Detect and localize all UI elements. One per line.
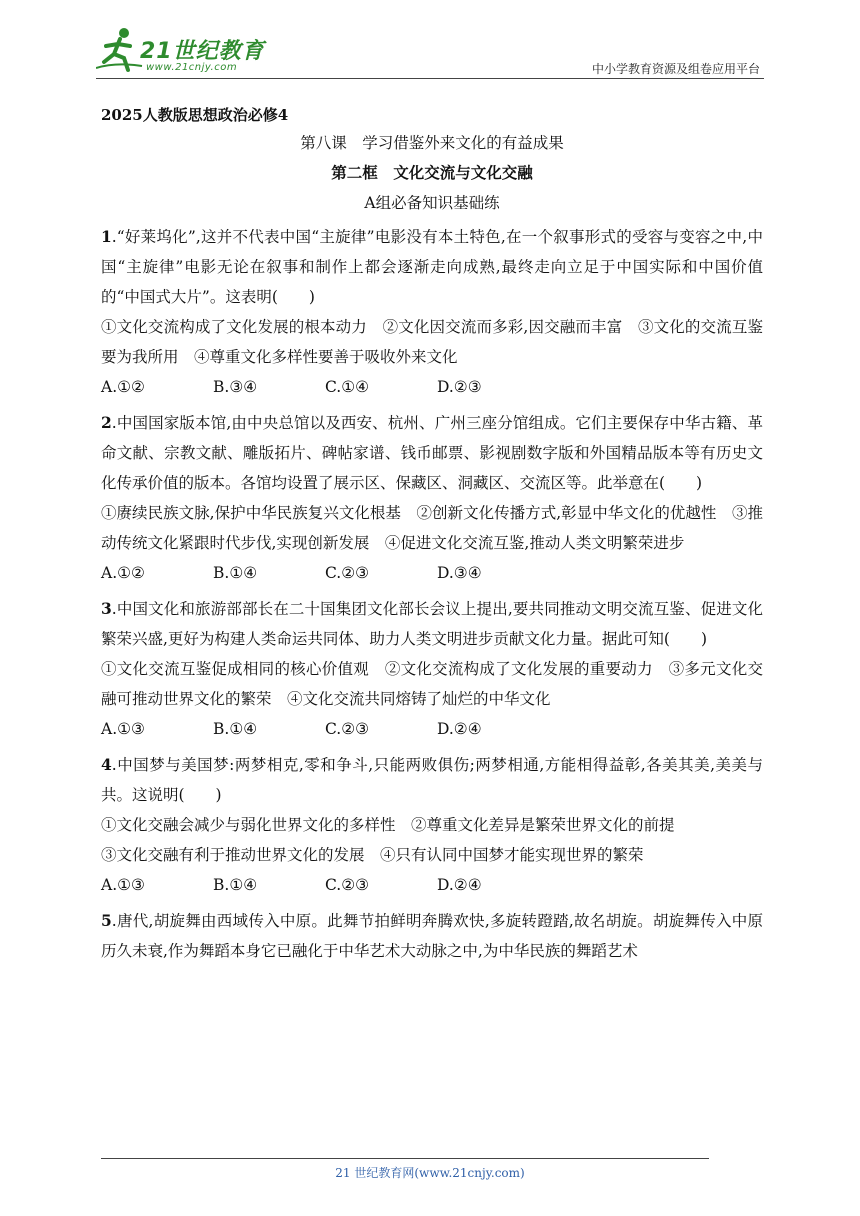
choice-a[interactable]: A.①②	[101, 378, 145, 396]
group-title: A组必备知识基础练	[364, 194, 500, 212]
question-number: 1	[101, 227, 112, 246]
footer-divider	[101, 1158, 709, 1159]
document-title: 2025人教版思想政治必修4	[101, 106, 289, 124]
choice-c[interactable]: C.②③	[325, 720, 370, 738]
question-stem	[101, 594, 763, 654]
question-text: .中国文化和旅游部部长在二十国集团文化部长会议上提出,要共同推动文明交流互鉴、促进文化繁荣兴盛,更好为构建人类命运共同体、助力人类文明进步贡献文化力量。据此可知( )	[101, 600, 763, 648]
question-text: .中国梦与美国梦:两梦相克,零和争斗,只能两败俱伤;两梦相通,方能相得益彰,各美其美,美美与共。这说明( )	[101, 756, 763, 804]
choice-a[interactable]: A.①③	[101, 876, 145, 894]
question-options: ①文化交流互鉴促成相同的核心价值观 ②文化交流构成了文化发展的重要动力 ③多元文化交融可推动世界文化的繁荣 ④文化交流共同熔铸了灿烂的中华文化	[101, 660, 763, 708]
choice-c[interactable]: C.②③	[325, 564, 370, 582]
question-stem	[101, 906, 763, 966]
question-4	[101, 750, 763, 900]
site-logo[interactable]	[96, 24, 266, 80]
choice-d[interactable]: D.③④	[437, 564, 482, 582]
answer-choices	[101, 870, 763, 900]
header-tagline: 中小学教育资源及组卷应用平台	[591, 62, 760, 76]
logo-url-text: www.21cnjy.com	[146, 62, 238, 73]
footer-link[interactable]: 21 世纪教育网(www.21cnjy.com)	[335, 1166, 525, 1180]
runner-logo-icon	[96, 24, 144, 74]
choice-d[interactable]: D.②③	[437, 378, 482, 396]
logo-brand-text: 21世纪教育	[140, 39, 265, 64]
choice-d[interactable]: D.②④	[437, 876, 482, 894]
answer-choices	[101, 558, 763, 588]
page-header	[0, 0, 860, 80]
question-2	[101, 408, 763, 588]
question-number: 2	[101, 413, 112, 432]
choice-c[interactable]: C.②③	[325, 876, 370, 894]
question-options-line: ①文化交融会减少与弱化世界文化的多样性 ②尊重文化差异是繁荣世界文化的前提	[101, 816, 675, 834]
question-1	[101, 222, 763, 402]
choice-b[interactable]: B.①④	[213, 720, 258, 738]
question-5	[101, 906, 763, 966]
question-options-line: ③文化交融有利于推动世界文化的发展 ④只有认同中国梦才能实现世界的繁荣	[101, 846, 644, 864]
document-body	[101, 102, 763, 966]
question-stem	[101, 222, 763, 312]
question-stem	[101, 408, 763, 498]
question-number: 5	[101, 911, 112, 930]
question-options: ①赓续民族文脉,保护中华民族复兴文化根基 ②创新文化传播方式,彰显中华文化的优越性 ③推动传统文化紧跟时代步伐,实现创新发展 ④促进文化交流互鉴,推动人类文明繁荣进步	[101, 504, 763, 552]
question-number: 4	[101, 755, 112, 774]
choice-a[interactable]: A.①③	[101, 720, 145, 738]
question-options: ①文化交流构成了文化发展的根本动力 ②文化因交流而多彩,因交融而丰富 ③文化的交流互鉴要为我所用 ④尊重文化多样性要善于吸收外来文化	[101, 318, 763, 366]
choice-b[interactable]: B.①④	[213, 564, 258, 582]
choice-b[interactable]: B.③④	[213, 378, 258, 396]
choice-c[interactable]: C.①④	[325, 378, 370, 396]
choice-d[interactable]: D.②④	[437, 720, 482, 738]
question-stem	[101, 750, 763, 810]
header-divider	[96, 78, 764, 79]
question-number: 3	[101, 599, 112, 618]
choice-b[interactable]: B.①④	[213, 876, 258, 894]
question-text: .中国国家版本馆,由中央总馆以及西安、杭州、广州三座分馆组成。它们主要保存中华古籍、革命文献、宗教文献、雕版拓片、碑帖家谱、钱币邮票、影视剧数字版和外国精品版本等有历史文化传承价值的版本。各馆均设置了展示区、保藏区、洞藏区、交流区等。此举意在( )	[101, 414, 763, 492]
question-3	[101, 594, 763, 744]
choice-a[interactable]: A.①②	[101, 564, 145, 582]
answer-choices	[101, 714, 763, 744]
question-text: .“好莱坞化”,这并不代表中国“主旋律”电影没有本土特色,在一个叙事形式的受容与变容之中,中国“主旋律”电影无论在叙事和制作上都会逐渐走向成熟,最终走向立足于中国实际和中国价值的“中国式大片”。这表明( )	[101, 228, 763, 306]
answer-choices	[101, 372, 763, 402]
lesson-title: 第八课 学习借鉴外来文化的有益成果	[300, 134, 564, 152]
section-title: 第二框 文化交流与文化交融	[331, 163, 533, 182]
question-text: .唐代,胡旋舞由西域传入中原。此舞节拍鲜明奔腾欢快,多旋转蹬踏,故名胡旋。胡旋舞传入中原历久未衰,作为舞蹈本身它已融化于中华艺术大动脉之中,为中华民族的舞蹈艺术	[101, 912, 763, 960]
